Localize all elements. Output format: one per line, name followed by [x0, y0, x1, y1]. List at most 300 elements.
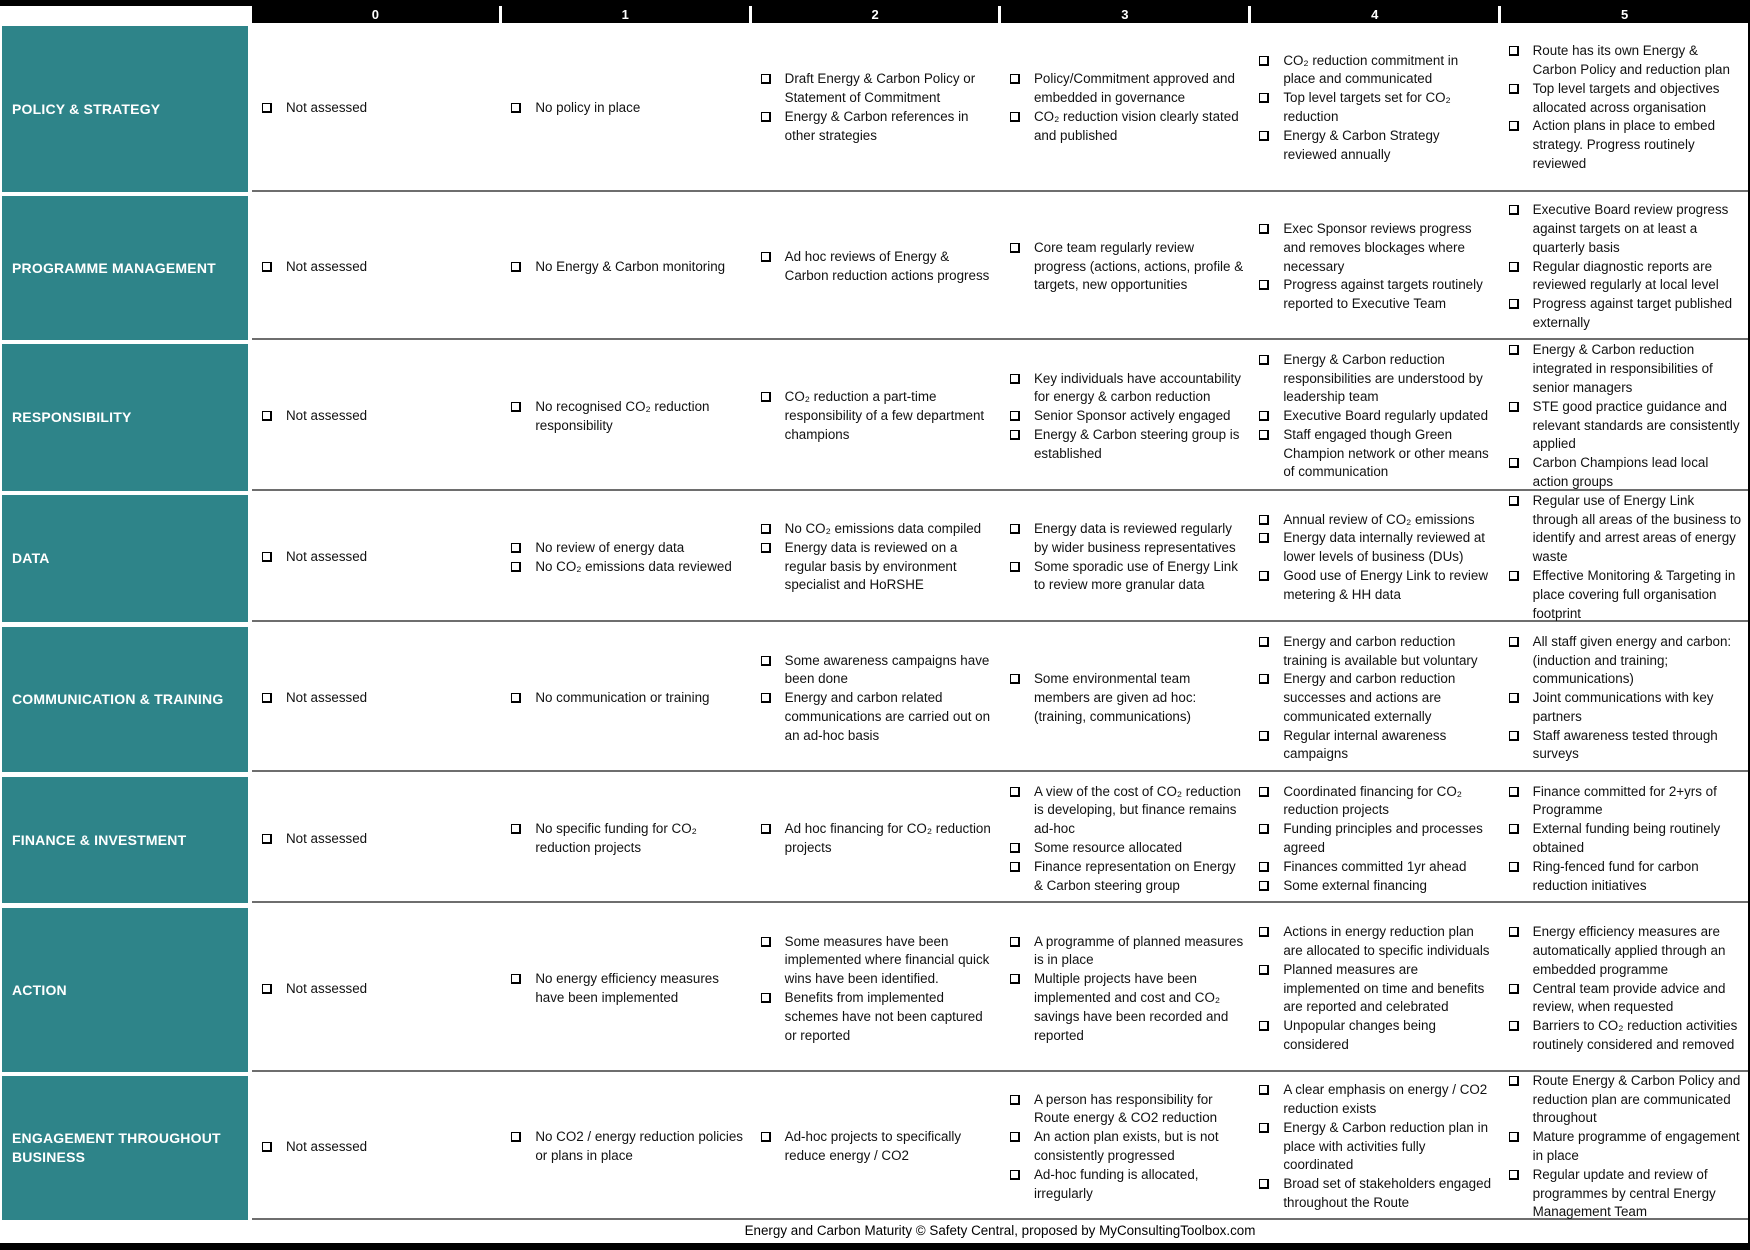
dimension-label: FINANCE & INVESTMENT — [2, 777, 248, 903]
criterion-item — [262, 99, 495, 118]
checkbox-icon[interactable] — [1259, 93, 1269, 103]
criterion-text: Finance committed for 2+yrs of Programme — [1532, 783, 1717, 818]
criterion-text: No communication or training — [535, 690, 710, 706]
level-cells — [252, 492, 1748, 622]
criterion-item — [511, 539, 744, 558]
criterion-item — [1509, 341, 1742, 397]
checkbox-icon[interactable] — [1259, 787, 1269, 797]
checkbox-icon[interactable] — [511, 402, 521, 412]
criterion-item — [1509, 923, 1742, 979]
criterion-item — [761, 248, 994, 286]
criterion-item — [1509, 1128, 1742, 1166]
criterion-text: No specific funding for CO₂ reduction projects — [535, 821, 697, 855]
criterion-text: Staff awareness tested through surveys — [1532, 727, 1718, 762]
level-4-cell — [1249, 344, 1498, 489]
criterion-text: Actions in energy reduction plan are allocated to specific individuals — [1283, 924, 1490, 958]
criterion-text: Funding principles and processes agreed — [1283, 821, 1483, 855]
criterion-text: Top level targets and objectives allocated across organisation — [1532, 80, 1720, 115]
criterion-text: Benefits from implemented schemes have not been captured or reported — [784, 990, 983, 1043]
level-cells — [252, 196, 1748, 340]
criterion-text: Policy/Commitment approved and embedded in governance — [1033, 71, 1235, 106]
criterion-item — [1259, 52, 1492, 90]
checkbox-icon[interactable] — [1509, 1076, 1519, 1086]
level-5-cell — [1499, 1072, 1748, 1220]
dimension-label: ACTION — [2, 908, 248, 1072]
criterion-text: Multiple projects have been implemented and cost and CO₂ savings have been recorded and reported — [1033, 971, 1229, 1043]
checkbox-icon[interactable] — [262, 411, 272, 421]
checkbox-icon[interactable] — [1010, 974, 1020, 984]
criterion-text: Good use of Energy Link to review metering & HH data — [1283, 567, 1489, 602]
checkbox-icon[interactable] — [761, 392, 771, 402]
criterion-text: Energy & Carbon reduction responsibilities are understood by leadership team — [1283, 351, 1483, 405]
criterion-text: Regular internal awareness campaigns — [1283, 727, 1447, 762]
criterion-text: Mature programme of engagement in place — [1532, 1129, 1740, 1163]
criterion-text: Regular diagnostic reports are reviewed regularly at local level — [1532, 258, 1719, 293]
checkbox-icon[interactable] — [1509, 637, 1519, 647]
checkbox-icon[interactable] — [761, 1132, 771, 1142]
checkbox-icon[interactable] — [761, 993, 771, 1003]
checkbox-icon[interactable] — [1259, 1179, 1269, 1189]
checkbox-icon[interactable] — [511, 562, 521, 572]
criterion-item — [511, 820, 744, 858]
criterion-text: Energy and carbon reduction successes and actions are communicated externally — [1283, 671, 1456, 724]
checkbox-icon[interactable] — [1509, 824, 1519, 834]
level-cells — [252, 344, 1748, 491]
checkbox-icon[interactable] — [1509, 496, 1519, 506]
checkbox-icon[interactable] — [1010, 937, 1020, 947]
level-3-cell — [1000, 1076, 1249, 1218]
criterion-text: Not assessed — [286, 99, 368, 115]
level-5-cell — [1499, 196, 1748, 338]
checkbox-icon[interactable] — [1259, 731, 1269, 741]
level-cells — [252, 1072, 1748, 1220]
criterion-item — [1509, 80, 1742, 118]
level-5-cell — [1499, 344, 1748, 489]
checkbox-icon[interactable] — [1010, 112, 1020, 122]
level-1-cell — [501, 495, 750, 620]
checkbox-icon[interactable] — [1259, 355, 1269, 365]
level-3-cell — [1000, 908, 1249, 1070]
level-5-cell — [1499, 908, 1748, 1070]
level-2-cell — [751, 1076, 1000, 1218]
criterion-text: Exec Sponsor reviews progress and removes blockages where necessary — [1283, 221, 1472, 274]
matrix-row — [0, 492, 1748, 622]
footer-credit: Energy and Carbon Maturity © Safety Central, proposed by MyConsultingToolbox.com — [744, 1223, 1256, 1238]
criterion-item — [1259, 670, 1492, 726]
checkbox-icon[interactable] — [1010, 74, 1020, 84]
criterion-text: Broad set of stakeholders engaged throughout the Route — [1283, 1176, 1492, 1210]
criterion-text: Action plans in place to embed strategy. Progress routinely reviewed — [1532, 118, 1716, 171]
criterion-text: Not assessed — [286, 1138, 368, 1154]
criterion-text: No CO₂ emissions data compiled — [784, 520, 982, 536]
criterion-text: Energy & Carbon reduction plan in place with activities fully coordinated — [1283, 1119, 1489, 1173]
criterion-item — [262, 258, 495, 277]
checkbox-icon[interactable] — [1259, 515, 1269, 525]
criterion-text: Central team provide advice and review, when requested — [1532, 980, 1726, 1015]
checkbox-icon[interactable] — [761, 252, 771, 262]
checkbox-icon[interactable] — [1509, 693, 1519, 703]
criterion-item — [1509, 727, 1742, 765]
criterion-text: Some resource allocated — [1033, 840, 1183, 855]
level-cells — [252, 908, 1748, 1072]
checkbox-icon[interactable] — [511, 103, 521, 113]
level-2-cell — [751, 344, 1000, 489]
checkbox-icon[interactable] — [1259, 1123, 1269, 1133]
criterion-text: Energy and carbon reduction training is available but voluntary — [1283, 633, 1478, 668]
criterion-item — [1509, 117, 1742, 173]
criterion-item — [761, 689, 994, 745]
criterion-text: Key individuals have accountability for energy & carbon reduction — [1033, 370, 1241, 405]
level-0-cell — [252, 196, 501, 338]
criterion-item — [1259, 858, 1492, 877]
checkbox-icon[interactable] — [1509, 731, 1519, 741]
criterion-item — [1509, 820, 1742, 858]
level-3-header: 3 — [998, 6, 1248, 23]
level-4-header: 4 — [1248, 6, 1498, 23]
criterion-item — [1259, 877, 1492, 896]
criterion-text: Energy & Carbon references in other strategies — [784, 109, 969, 143]
criterion-text: Unpopular changes being considered — [1283, 1018, 1436, 1052]
criterion-text: Some environmental team members are given ad hoc: (training, communications) — [1033, 671, 1197, 724]
criterion-item — [262, 830, 495, 849]
checkbox-icon[interactable] — [1509, 46, 1519, 56]
level-3-cell — [1000, 344, 1249, 489]
criterion-item — [1259, 1175, 1492, 1213]
criterion-item — [761, 989, 994, 1045]
checkbox-icon[interactable] — [1259, 637, 1269, 647]
level-2-cell — [751, 26, 1000, 190]
checkbox-icon[interactable] — [262, 834, 272, 844]
level-cells — [252, 627, 1748, 772]
checkbox-icon[interactable] — [1010, 1170, 1020, 1180]
criterion-text: Energy efficiency measures are automatically applied through an embedded programme — [1532, 924, 1726, 977]
criterion-item — [1509, 398, 1742, 454]
criterion-text: No Energy & Carbon monitoring — [535, 258, 726, 274]
criterion-item — [1259, 511, 1492, 530]
criterion-item — [1259, 783, 1492, 821]
criterion-text: Progress against target published externally — [1532, 296, 1733, 330]
criterion-item — [1259, 567, 1492, 605]
criterion-item — [1509, 783, 1742, 821]
criterion-text: Ad hoc financing for CO₂ reduction projects — [784, 821, 991, 855]
criterion-text: No review of energy data — [535, 539, 685, 555]
checkbox-icon[interactable] — [1509, 402, 1519, 412]
criterion-item — [761, 388, 994, 444]
checkbox-icon[interactable] — [262, 984, 272, 994]
checkbox-icon[interactable] — [761, 937, 771, 947]
checkbox-icon[interactable] — [262, 262, 272, 272]
matrix-row — [0, 627, 1748, 772]
criterion-item — [1259, 407, 1492, 426]
checkbox-icon[interactable] — [761, 112, 771, 122]
level-1-header: 1 — [499, 6, 749, 23]
checkbox-icon[interactable] — [1509, 84, 1519, 94]
matrix-row — [0, 777, 1748, 903]
checkbox-icon[interactable] — [1509, 262, 1519, 272]
level-0-cell — [252, 777, 501, 901]
criterion-text: Not assessed — [286, 258, 368, 274]
checkbox-icon[interactable] — [1010, 1095, 1020, 1105]
checkbox-icon[interactable] — [511, 693, 521, 703]
criterion-text: Route Energy & Carbon Policy and reduction plan are communicated throughout — [1532, 1072, 1741, 1126]
criterion-text: Regular update and review of programmes by central Energy Management Team — [1532, 1166, 1716, 1220]
level-2-cell — [751, 908, 1000, 1070]
criterion-item — [1509, 567, 1742, 623]
checkbox-icon[interactable] — [1259, 533, 1269, 543]
checkbox-icon[interactable] — [1010, 430, 1020, 440]
level-1-cell — [501, 196, 750, 338]
criterion-text: CO₂ reduction commitment in place and communicated — [1283, 52, 1459, 87]
matrix-row — [0, 908, 1748, 1072]
criterion-text: STE good practice guidance and relevant standards are consistently applied — [1532, 398, 1740, 452]
criterion-item — [262, 407, 495, 426]
criterion-text: Effective Monitoring & Targeting in place covering full organisation footprint — [1532, 567, 1736, 621]
level-0-header: 0 — [252, 6, 499, 23]
criterion-text: Executive Board regularly updated — [1283, 408, 1489, 424]
level-0-cell — [252, 26, 501, 190]
criterion-item — [511, 970, 744, 1008]
checkbox-icon[interactable] — [1010, 562, 1020, 572]
checkbox-icon[interactable] — [1509, 984, 1519, 994]
level-0-cell — [252, 495, 501, 620]
criterion-item — [262, 1138, 495, 1157]
level-2-cell — [751, 627, 1000, 770]
checkbox-icon[interactable] — [1010, 374, 1020, 384]
criterion-text: Finances committed 1yr ahead — [1283, 858, 1467, 874]
checkbox-icon[interactable] — [1509, 1170, 1519, 1180]
level-0-cell — [252, 908, 501, 1070]
criterion-item — [1509, 980, 1742, 1018]
checkbox-icon[interactable] — [511, 543, 521, 553]
criterion-item — [262, 548, 495, 567]
criterion-item — [1259, 276, 1492, 314]
checkbox-icon[interactable] — [511, 974, 521, 984]
criterion-item — [1509, 454, 1742, 492]
criterion-item — [1010, 670, 1243, 726]
checkbox-icon[interactable] — [1259, 824, 1269, 834]
level-4-cell — [1249, 777, 1498, 901]
checkbox-icon[interactable] — [1259, 674, 1269, 684]
checkbox-icon[interactable] — [1010, 1132, 1020, 1142]
checkbox-icon[interactable] — [1259, 965, 1269, 975]
level-5-header: 5 — [1498, 6, 1748, 23]
criterion-item — [1010, 558, 1243, 596]
criterion-text: An action plan exists, but is not consistently progressed — [1033, 1129, 1219, 1163]
level-0-cell — [252, 627, 501, 770]
checkbox-icon[interactable] — [262, 552, 272, 562]
checkbox-icon[interactable] — [1259, 881, 1269, 891]
criterion-item — [761, 539, 994, 595]
criterion-item — [1010, 1128, 1243, 1166]
checkbox-icon[interactable] — [1259, 1085, 1269, 1095]
checkbox-icon[interactable] — [1010, 411, 1020, 421]
level-2-cell — [751, 196, 1000, 338]
criterion-item — [1010, 933, 1243, 971]
checkbox-icon[interactable] — [1509, 345, 1519, 355]
criterion-text: A person has responsibility for Route energy & CO2 reduction — [1033, 1091, 1218, 1126]
criterion-text: No recognised CO₂ reduction responsibility — [535, 398, 710, 433]
level-2-header: 2 — [749, 6, 999, 23]
criterion-item — [1509, 295, 1742, 333]
criterion-item — [761, 520, 994, 539]
criterion-text: Planned measures are implemented on time and benefits are reported and celebrated — [1283, 961, 1485, 1015]
criterion-text: Some external financing — [1283, 877, 1427, 893]
criterion-item — [1010, 520, 1243, 558]
level-5-cell — [1499, 777, 1748, 901]
criterion-item — [761, 652, 994, 690]
dimension-label: RESPONSIBILITY — [2, 344, 248, 491]
checkbox-icon[interactable] — [761, 543, 771, 553]
checkbox-icon[interactable] — [761, 74, 771, 84]
criterion-text: Not assessed — [286, 980, 368, 996]
criterion-item — [511, 558, 744, 577]
criterion-text: Finance representation on Energy & Carbon steering group — [1033, 858, 1236, 893]
matrix-row — [0, 1072, 1748, 1220]
checkbox-icon[interactable] — [1259, 1021, 1269, 1031]
checkbox-icon[interactable] — [1509, 1021, 1519, 1031]
checkbox-icon[interactable] — [1509, 1132, 1519, 1142]
level-1-cell — [501, 1076, 750, 1218]
checkbox-icon[interactable] — [262, 1142, 272, 1152]
criterion-text: External funding being routinely obtained — [1532, 821, 1721, 855]
checkbox-icon[interactable] — [1509, 205, 1519, 215]
level-1-cell — [501, 908, 750, 1070]
level-0-cell — [252, 1076, 501, 1218]
criterion-item — [1509, 689, 1742, 727]
matrix-row — [0, 344, 1748, 491]
checkbox-icon[interactable] — [761, 824, 771, 834]
criterion-text: Some sporadic use of Energy Link to review more granular data — [1033, 558, 1238, 593]
criterion-text: No CO2 / energy reduction policies or plans in place — [535, 1129, 743, 1163]
criterion-item — [1259, 961, 1492, 1017]
checkbox-icon[interactable] — [1010, 843, 1020, 853]
checkbox-icon[interactable] — [1259, 280, 1269, 290]
criterion-item — [1259, 923, 1492, 961]
criterion-item — [1259, 220, 1492, 276]
checkbox-icon[interactable] — [761, 693, 771, 703]
checkbox-icon[interactable] — [1259, 131, 1269, 141]
checkbox-icon[interactable] — [262, 103, 272, 113]
criterion-item — [1010, 70, 1243, 108]
level-4-cell — [1249, 1076, 1498, 1218]
criterion-text: A clear emphasis on energy / CO2 reduction exists — [1283, 1082, 1488, 1116]
criterion-text: Annual review of CO₂ emissions — [1283, 511, 1475, 527]
criterion-item — [1259, 727, 1492, 765]
criterion-item — [1259, 1017, 1492, 1055]
criterion-item — [761, 820, 994, 858]
checkbox-icon[interactable] — [1259, 430, 1269, 440]
checkbox-icon[interactable] — [1259, 411, 1269, 421]
criterion-text: Staff engaged though Green Champion network or other means of communication — [1283, 426, 1489, 480]
criterion-text: Ad-hoc funding is allocated, irregularly — [1033, 1166, 1199, 1201]
criterion-text: Energy data is reviewed on a regular basis by environment specialist and HoRSHE — [784, 539, 958, 593]
criterion-item — [262, 689, 495, 708]
criterion-item — [1259, 351, 1492, 407]
criterion-text: Not assessed — [286, 408, 368, 424]
checkbox-icon[interactable] — [1010, 243, 1020, 253]
criterion-text: Not assessed — [286, 690, 368, 706]
criterion-text: Not assessed — [286, 549, 368, 565]
checkbox-icon[interactable] — [1010, 524, 1020, 534]
level-1-cell — [501, 26, 750, 190]
checkbox-icon[interactable] — [1509, 862, 1519, 872]
level-5-cell — [1499, 627, 1748, 770]
criterion-text: Barriers to CO₂ reduction activities routinely considered and removed — [1532, 1018, 1738, 1052]
criterion-item — [761, 108, 994, 146]
criterion-text: Energy & Carbon reduction integrated in responsibilities of senior managers — [1532, 342, 1713, 395]
criterion-item — [1509, 1017, 1742, 1055]
criterion-item — [1259, 89, 1492, 127]
criterion-item — [1259, 633, 1492, 671]
level-3-cell — [1000, 627, 1249, 770]
criterion-item — [1010, 370, 1243, 408]
criterion-text: Carbon Champions lead local action groups — [1532, 455, 1709, 489]
criterion-item — [1259, 1081, 1492, 1119]
checkbox-icon[interactable] — [761, 524, 771, 534]
criterion-item — [1259, 820, 1492, 858]
checkbox-icon[interactable] — [511, 1132, 521, 1142]
checkbox-icon[interactable] — [511, 824, 521, 834]
checkbox-icon[interactable] — [1010, 862, 1020, 872]
criterion-item — [1259, 529, 1492, 567]
criterion-text: Regular use of Energy Link through all areas of the business to identify and arrest areas of energy waste — [1532, 492, 1742, 565]
criterion-text: Energy data internally reviewed at lower levels of business (DUs) — [1283, 530, 1486, 565]
level-4-cell — [1249, 627, 1498, 770]
criterion-text: No energy efficiency measures have been implemented — [535, 971, 719, 1005]
level-0-cell — [252, 344, 501, 489]
checkbox-icon[interactable] — [1010, 787, 1020, 797]
criterion-item — [511, 258, 744, 277]
checkbox-icon[interactable] — [1509, 121, 1519, 131]
checkbox-icon[interactable] — [761, 656, 771, 666]
criterion-text: Route has its own Energy & Carbon Policy and reduction plan — [1532, 43, 1730, 77]
criterion-item — [761, 933, 994, 989]
checkbox-icon[interactable] — [1509, 458, 1519, 468]
criterion-text: No CO₂ emissions data reviewed — [535, 558, 732, 574]
checkbox-icon[interactable] — [1509, 299, 1519, 309]
checkbox-icon[interactable] — [1259, 224, 1269, 234]
criterion-item — [1010, 239, 1243, 295]
checkbox-icon[interactable] — [1509, 787, 1519, 797]
criterion-text: A view of the cost of CO₂ reduction is developing, but finance remains ad-hoc — [1033, 783, 1241, 837]
criterion-item — [511, 398, 744, 436]
criterion-item — [1010, 783, 1243, 839]
criterion-item — [511, 689, 744, 708]
criterion-text: All staff given energy and carbon: (induction and training; communications) — [1532, 633, 1732, 687]
criterion-text: Joint communications with key partners — [1532, 690, 1714, 724]
level-1-cell — [501, 344, 750, 489]
checkbox-icon[interactable] — [1509, 571, 1519, 581]
checkbox-icon[interactable] — [1259, 862, 1269, 872]
level-3-cell — [1000, 26, 1249, 190]
criterion-text: Ring-fenced fund for carbon reduction initiatives — [1532, 858, 1699, 893]
criterion-item — [1509, 492, 1742, 567]
checkbox-icon[interactable] — [511, 262, 521, 272]
checkbox-icon[interactable] — [1259, 927, 1269, 937]
criterion-text: Some measures have been implemented where financial quick wins have been identified. — [784, 933, 990, 987]
checkbox-icon[interactable] — [1259, 571, 1269, 581]
level-4-cell — [1249, 908, 1498, 1070]
checkbox-icon[interactable] — [1259, 56, 1269, 66]
checkbox-icon[interactable] — [1010, 674, 1020, 684]
criterion-item — [1509, 201, 1742, 257]
checkbox-icon[interactable] — [1509, 927, 1519, 937]
level-cells — [252, 26, 1748, 192]
checkbox-icon[interactable] — [262, 693, 272, 703]
criterion-text: No policy in place — [535, 99, 641, 115]
criterion-item — [1010, 1091, 1243, 1129]
criterion-item — [1010, 407, 1243, 426]
